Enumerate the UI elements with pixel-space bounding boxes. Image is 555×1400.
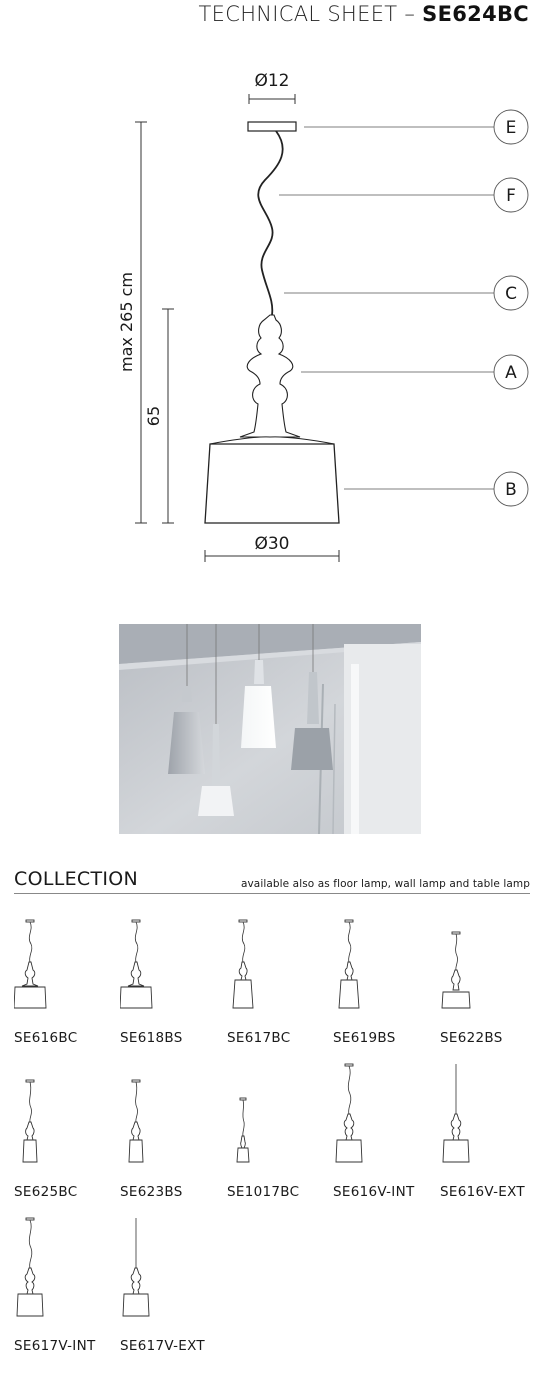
model-code: SE624BC: [422, 2, 529, 26]
collection-item: [440, 1060, 546, 1200]
collection-item-code: SE616BC: [14, 1030, 78, 1046]
collection-item-code: SE616V-INT: [333, 1184, 415, 1200]
collection-item: [333, 906, 439, 1046]
svg-text:B: B: [505, 480, 517, 500]
lampshade: [205, 444, 339, 523]
collection-item-code: SE1017BC: [227, 1184, 300, 1200]
collection-item-code: SE617V-INT: [14, 1338, 96, 1354]
collection-header: [14, 868, 530, 894]
top-diameter-label: Ø12: [254, 71, 290, 91]
lamp-thumbnail-icon: [440, 1060, 546, 1172]
lamp-thumbnail-icon: [14, 1060, 120, 1172]
collection-title: COLLECTION: [14, 868, 139, 890]
lamp-thumbnail-icon: [227, 1060, 333, 1172]
ambient-photo: [119, 624, 421, 834]
callout-a: [494, 355, 528, 389]
collection-item-code: SE617BC: [227, 1030, 291, 1046]
technical-drawing: [0, 50, 555, 590]
svg-text:A: A: [505, 363, 517, 383]
collection-item-code: SE625BC: [14, 1184, 78, 1200]
collection-item: [14, 906, 120, 1046]
lamp-thumbnail-icon: [14, 1214, 120, 1326]
collection-item: [227, 906, 333, 1046]
collection-item-code: SE617V-EXT: [120, 1338, 205, 1354]
svg-text:C: C: [505, 284, 517, 304]
decorative-stem: [240, 315, 300, 437]
collection-item: [120, 1214, 226, 1354]
collection-item: [120, 1060, 226, 1200]
callout-e: [494, 110, 528, 144]
collection-item: [227, 1060, 333, 1200]
callout-b: [494, 472, 528, 506]
lamp-thumbnail-icon: [120, 1214, 226, 1326]
collection-item-code: SE622BS: [440, 1030, 503, 1046]
collection-item: [440, 906, 546, 1046]
collection-item: [333, 1060, 439, 1200]
callout-f: [494, 178, 528, 212]
svg-text:F: F: [506, 186, 516, 206]
bottom-diameter-label: Ø30: [254, 534, 290, 554]
ceiling-canopy: [248, 122, 296, 131]
collection-item-code: SE616V-EXT: [440, 1184, 525, 1200]
lamp-thumbnail-icon: [333, 1060, 439, 1172]
title-prefix: TECHNICAL SHEET: [198, 2, 398, 26]
collection-note: available also as floor lamp, wall lamp and table lamp: [240, 878, 530, 890]
lamp-thumbnail-icon: [227, 906, 333, 1018]
collection-item: [120, 906, 226, 1046]
lamp-thumbnail-icon: [14, 906, 120, 1018]
collection-item-code: SE619BS: [333, 1030, 396, 1046]
lamp-thumbnail-icon: [440, 906, 546, 1018]
power-cable: [258, 131, 282, 315]
svg-text:E: E: [505, 118, 517, 138]
collection-item-code: SE618BS: [120, 1030, 183, 1046]
lamp-thumbnail-icon: [120, 906, 226, 1018]
callout-c: [494, 276, 528, 310]
collection-item: [14, 1060, 120, 1200]
lamp-thumbnail-icon: [333, 906, 439, 1018]
collection-item: [14, 1214, 120, 1354]
title-separator: –: [404, 2, 416, 26]
collection-item-code: SE623BS: [120, 1184, 183, 1200]
max-height-label: max 265 cm: [117, 272, 136, 372]
lamp-thumbnail-icon: [120, 1060, 226, 1172]
body-height-label: 65: [144, 405, 163, 427]
page-title: [199, 2, 529, 26]
